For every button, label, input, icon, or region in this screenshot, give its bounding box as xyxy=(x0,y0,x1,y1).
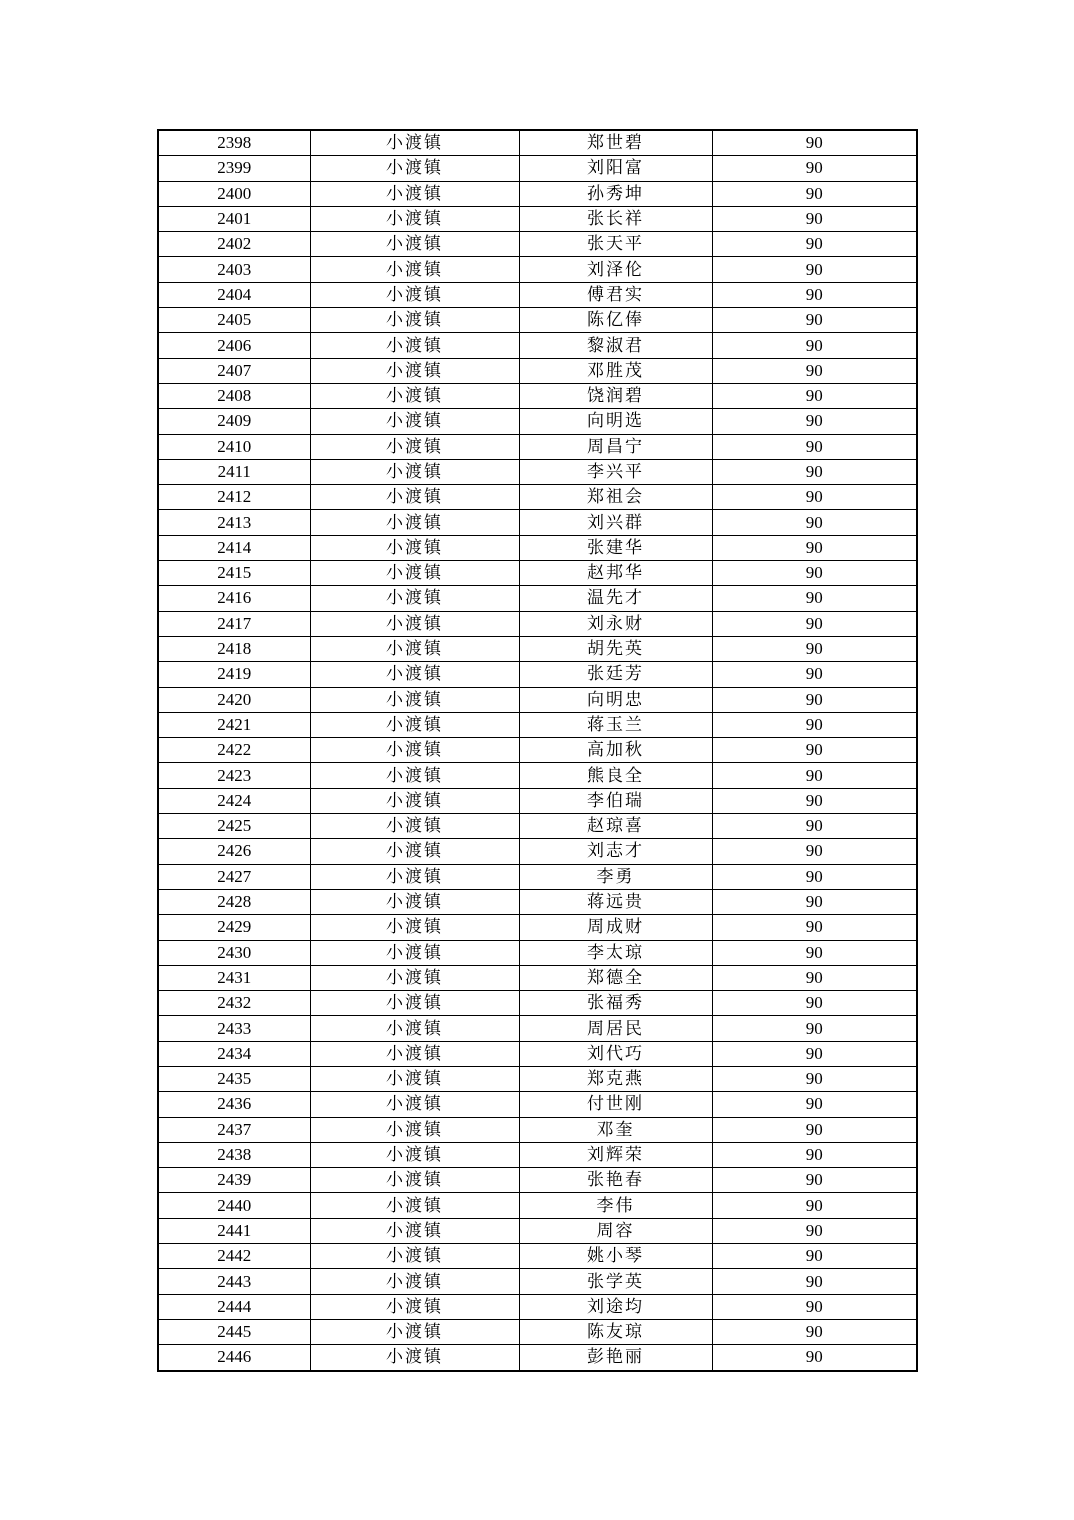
serial-number-cell: 2422 xyxy=(158,738,310,763)
table-row xyxy=(158,181,917,206)
town-cell: 小渡镇 xyxy=(310,965,519,990)
score-cell: 90 xyxy=(712,510,917,535)
score-cell: 90 xyxy=(712,915,917,940)
person-name-cell: 李伟 xyxy=(519,1193,712,1218)
score-cell: 90 xyxy=(712,763,917,788)
town-cell: 小渡镇 xyxy=(310,561,519,586)
person-name-cell: 高加秋 xyxy=(519,738,712,763)
score-cell: 90 xyxy=(712,333,917,358)
person-name-cell: 刘兴群 xyxy=(519,510,712,535)
score-cell: 90 xyxy=(712,282,917,307)
person-name-cell: 周成财 xyxy=(519,915,712,940)
town-cell: 小渡镇 xyxy=(310,611,519,636)
serial-number-cell: 2434 xyxy=(158,1041,310,1066)
table-row xyxy=(158,889,917,914)
town-cell: 小渡镇 xyxy=(310,814,519,839)
serial-number-cell: 2429 xyxy=(158,915,310,940)
score-cell: 90 xyxy=(712,130,917,156)
town-cell: 小渡镇 xyxy=(310,1066,519,1091)
serial-number-cell: 2409 xyxy=(158,409,310,434)
person-name-cell: 张廷芳 xyxy=(519,662,712,687)
table-row xyxy=(158,232,917,257)
serial-number-cell: 2407 xyxy=(158,358,310,383)
town-cell: 小渡镇 xyxy=(310,712,519,737)
serial-number-cell: 2435 xyxy=(158,1066,310,1091)
town-cell: 小渡镇 xyxy=(310,434,519,459)
serial-number-cell: 2401 xyxy=(158,206,310,231)
town-cell: 小渡镇 xyxy=(310,1092,519,1117)
town-cell: 小渡镇 xyxy=(310,181,519,206)
town-cell: 小渡镇 xyxy=(310,763,519,788)
town-cell: 小渡镇 xyxy=(310,206,519,231)
person-name-cell: 李太琼 xyxy=(519,940,712,965)
table-row xyxy=(158,257,917,282)
person-name-cell: 刘代巧 xyxy=(519,1041,712,1066)
person-name-cell: 郑世碧 xyxy=(519,130,712,156)
town-cell: 小渡镇 xyxy=(310,308,519,333)
table-row xyxy=(158,383,917,408)
person-name-cell: 蒋玉兰 xyxy=(519,712,712,737)
serial-number-cell: 2414 xyxy=(158,535,310,560)
table-row xyxy=(158,586,917,611)
serial-number-cell: 2428 xyxy=(158,889,310,914)
serial-number-cell: 2423 xyxy=(158,763,310,788)
town-cell: 小渡镇 xyxy=(310,738,519,763)
serial-number-cell: 2424 xyxy=(158,788,310,813)
serial-number-cell: 2444 xyxy=(158,1294,310,1319)
score-cell: 90 xyxy=(712,687,917,712)
town-cell: 小渡镇 xyxy=(310,1218,519,1243)
serial-number-cell: 2426 xyxy=(158,839,310,864)
table-row xyxy=(158,1319,917,1344)
score-cell: 90 xyxy=(712,1345,917,1371)
town-cell: 小渡镇 xyxy=(310,232,519,257)
table-row xyxy=(158,1041,917,1066)
town-cell: 小渡镇 xyxy=(310,864,519,889)
person-name-cell: 孙秀坤 xyxy=(519,181,712,206)
serial-number-cell: 2416 xyxy=(158,586,310,611)
serial-number-cell: 2446 xyxy=(158,1345,310,1371)
town-cell: 小渡镇 xyxy=(310,333,519,358)
score-cell: 90 xyxy=(712,1117,917,1142)
score-cell: 90 xyxy=(712,485,917,510)
table-row xyxy=(158,738,917,763)
table-row xyxy=(158,308,917,333)
person-name-cell: 张艳春 xyxy=(519,1168,712,1193)
town-cell: 小渡镇 xyxy=(310,1269,519,1294)
person-name-cell: 傅君实 xyxy=(519,282,712,307)
serial-number-cell: 2436 xyxy=(158,1092,310,1117)
serial-number-cell: 2405 xyxy=(158,308,310,333)
person-name-cell: 饶润碧 xyxy=(519,383,712,408)
person-name-cell: 陈亿俸 xyxy=(519,308,712,333)
table-row xyxy=(158,156,917,181)
table-row xyxy=(158,130,917,156)
table-row xyxy=(158,763,917,788)
table-row xyxy=(158,1168,917,1193)
person-name-cell: 姚小琴 xyxy=(519,1244,712,1269)
person-name-cell: 李伯瑞 xyxy=(519,788,712,813)
person-name-cell: 郑德全 xyxy=(519,965,712,990)
score-cell: 90 xyxy=(712,1319,917,1344)
score-cell: 90 xyxy=(712,181,917,206)
serial-number-cell: 2410 xyxy=(158,434,310,459)
table-row xyxy=(158,965,917,990)
person-name-cell: 周昌宁 xyxy=(519,434,712,459)
town-cell: 小渡镇 xyxy=(310,156,519,181)
serial-number-cell: 2411 xyxy=(158,459,310,484)
serial-number-cell: 2430 xyxy=(158,940,310,965)
town-cell: 小渡镇 xyxy=(310,940,519,965)
score-cell: 90 xyxy=(712,864,917,889)
score-cell: 90 xyxy=(712,1244,917,1269)
serial-number-cell: 2427 xyxy=(158,864,310,889)
table-row xyxy=(158,1294,917,1319)
score-cell: 90 xyxy=(712,535,917,560)
town-cell: 小渡镇 xyxy=(310,636,519,661)
score-cell: 90 xyxy=(712,788,917,813)
serial-number-cell: 2404 xyxy=(158,282,310,307)
person-name-cell: 张学英 xyxy=(519,1269,712,1294)
serial-number-cell: 2399 xyxy=(158,156,310,181)
roster-table-body xyxy=(158,130,917,1371)
table-row xyxy=(158,712,917,737)
score-cell: 90 xyxy=(712,232,917,257)
score-cell: 90 xyxy=(712,940,917,965)
score-cell: 90 xyxy=(712,1168,917,1193)
table-row xyxy=(158,687,917,712)
town-cell: 小渡镇 xyxy=(310,535,519,560)
person-name-cell: 张长祥 xyxy=(519,206,712,231)
person-name-cell: 刘辉荣 xyxy=(519,1142,712,1167)
town-cell: 小渡镇 xyxy=(310,282,519,307)
score-cell: 90 xyxy=(712,1142,917,1167)
person-name-cell: 周容 xyxy=(519,1218,712,1243)
score-cell: 90 xyxy=(712,991,917,1016)
score-cell: 90 xyxy=(712,409,917,434)
table-row xyxy=(158,510,917,535)
score-cell: 90 xyxy=(712,1066,917,1091)
table-row xyxy=(158,206,917,231)
town-cell: 小渡镇 xyxy=(310,257,519,282)
serial-number-cell: 2418 xyxy=(158,636,310,661)
table-row xyxy=(158,636,917,661)
serial-number-cell: 2421 xyxy=(158,712,310,737)
score-cell: 90 xyxy=(712,308,917,333)
score-cell: 90 xyxy=(712,889,917,914)
serial-number-cell: 2439 xyxy=(158,1168,310,1193)
table-row xyxy=(158,1193,917,1218)
town-cell: 小渡镇 xyxy=(310,889,519,914)
serial-number-cell: 2420 xyxy=(158,687,310,712)
person-name-cell: 张福秀 xyxy=(519,991,712,1016)
serial-number-cell: 2432 xyxy=(158,991,310,1016)
serial-number-cell: 2425 xyxy=(158,814,310,839)
serial-number-cell: 2398 xyxy=(158,130,310,156)
person-name-cell: 郑祖会 xyxy=(519,485,712,510)
person-name-cell: 胡先英 xyxy=(519,636,712,661)
table-row xyxy=(158,1218,917,1243)
person-name-cell: 刘永财 xyxy=(519,611,712,636)
person-name-cell: 熊良全 xyxy=(519,763,712,788)
score-cell: 90 xyxy=(712,712,917,737)
score-cell: 90 xyxy=(712,434,917,459)
town-cell: 小渡镇 xyxy=(310,1168,519,1193)
town-cell: 小渡镇 xyxy=(310,1345,519,1371)
town-cell: 小渡镇 xyxy=(310,383,519,408)
table-row xyxy=(158,915,917,940)
table-row xyxy=(158,1117,917,1142)
score-cell: 90 xyxy=(712,738,917,763)
serial-number-cell: 2445 xyxy=(158,1319,310,1344)
town-cell: 小渡镇 xyxy=(310,485,519,510)
town-cell: 小渡镇 xyxy=(310,1193,519,1218)
person-name-cell: 周居民 xyxy=(519,1016,712,1041)
table-row xyxy=(158,1269,917,1294)
serial-number-cell: 2408 xyxy=(158,383,310,408)
score-cell: 90 xyxy=(712,1092,917,1117)
score-cell: 90 xyxy=(712,636,917,661)
score-cell: 90 xyxy=(712,1016,917,1041)
serial-number-cell: 2443 xyxy=(158,1269,310,1294)
table-row xyxy=(158,814,917,839)
town-cell: 小渡镇 xyxy=(310,839,519,864)
table-row xyxy=(158,1345,917,1371)
table-row xyxy=(158,333,917,358)
score-cell: 90 xyxy=(712,839,917,864)
serial-number-cell: 2431 xyxy=(158,965,310,990)
serial-number-cell: 2413 xyxy=(158,510,310,535)
serial-number-cell: 2437 xyxy=(158,1117,310,1142)
table-row xyxy=(158,485,917,510)
table-row xyxy=(158,535,917,560)
score-cell: 90 xyxy=(712,459,917,484)
score-cell: 90 xyxy=(712,358,917,383)
score-cell: 90 xyxy=(712,814,917,839)
table-row xyxy=(158,561,917,586)
score-cell: 90 xyxy=(712,611,917,636)
town-cell: 小渡镇 xyxy=(310,510,519,535)
person-name-cell: 刘途均 xyxy=(519,1294,712,1319)
serial-number-cell: 2403 xyxy=(158,257,310,282)
person-name-cell: 赵邦华 xyxy=(519,561,712,586)
person-name-cell: 向明忠 xyxy=(519,687,712,712)
score-cell: 90 xyxy=(712,383,917,408)
table-row xyxy=(158,788,917,813)
person-name-cell: 张天平 xyxy=(519,232,712,257)
town-cell: 小渡镇 xyxy=(310,459,519,484)
score-cell: 90 xyxy=(712,1218,917,1243)
score-cell: 90 xyxy=(712,1294,917,1319)
town-cell: 小渡镇 xyxy=(310,1294,519,1319)
table-row xyxy=(158,358,917,383)
serial-number-cell: 2402 xyxy=(158,232,310,257)
person-name-cell: 李兴平 xyxy=(519,459,712,484)
serial-number-cell: 2433 xyxy=(158,1016,310,1041)
town-cell: 小渡镇 xyxy=(310,1041,519,1066)
serial-number-cell: 2442 xyxy=(158,1244,310,1269)
town-cell: 小渡镇 xyxy=(310,358,519,383)
town-cell: 小渡镇 xyxy=(310,1117,519,1142)
town-cell: 小渡镇 xyxy=(310,1142,519,1167)
table-row xyxy=(158,611,917,636)
person-name-cell: 刘志才 xyxy=(519,839,712,864)
score-cell: 90 xyxy=(712,965,917,990)
town-cell: 小渡镇 xyxy=(310,788,519,813)
person-name-cell: 黎淑君 xyxy=(519,333,712,358)
person-name-cell: 邓胜茂 xyxy=(519,358,712,383)
score-cell: 90 xyxy=(712,662,917,687)
score-cell: 90 xyxy=(712,206,917,231)
score-cell: 90 xyxy=(712,1269,917,1294)
score-cell: 90 xyxy=(712,1193,917,1218)
town-cell: 小渡镇 xyxy=(310,586,519,611)
person-name-cell: 李勇 xyxy=(519,864,712,889)
serial-number-cell: 2400 xyxy=(158,181,310,206)
table-row xyxy=(158,434,917,459)
town-cell: 小渡镇 xyxy=(310,915,519,940)
serial-number-cell: 2440 xyxy=(158,1193,310,1218)
score-cell: 90 xyxy=(712,257,917,282)
serial-number-cell: 2415 xyxy=(158,561,310,586)
town-cell: 小渡镇 xyxy=(310,687,519,712)
person-name-cell: 付世刚 xyxy=(519,1092,712,1117)
person-name-cell: 刘阳富 xyxy=(519,156,712,181)
serial-number-cell: 2438 xyxy=(158,1142,310,1167)
table-row xyxy=(158,1092,917,1117)
person-name-cell: 向明选 xyxy=(519,409,712,434)
person-name-cell: 温先才 xyxy=(519,586,712,611)
table-row xyxy=(158,864,917,889)
table-row xyxy=(158,282,917,307)
town-cell: 小渡镇 xyxy=(310,1016,519,1041)
person-name-cell: 彭艳丽 xyxy=(519,1345,712,1371)
table-row xyxy=(158,459,917,484)
town-cell: 小渡镇 xyxy=(310,662,519,687)
table-row xyxy=(158,839,917,864)
person-name-cell: 张建华 xyxy=(519,535,712,560)
roster-table xyxy=(157,129,918,1372)
serial-number-cell: 2406 xyxy=(158,333,310,358)
person-name-cell: 郑克燕 xyxy=(519,1066,712,1091)
score-cell: 90 xyxy=(712,1041,917,1066)
table-row xyxy=(158,991,917,1016)
town-cell: 小渡镇 xyxy=(310,1244,519,1269)
town-cell: 小渡镇 xyxy=(310,1319,519,1344)
serial-number-cell: 2412 xyxy=(158,485,310,510)
person-name-cell: 蒋远贵 xyxy=(519,889,712,914)
person-name-cell: 邓奎 xyxy=(519,1117,712,1142)
person-name-cell: 刘泽伦 xyxy=(519,257,712,282)
serial-number-cell: 2419 xyxy=(158,662,310,687)
score-cell: 90 xyxy=(712,586,917,611)
table-row xyxy=(158,1066,917,1091)
table-row xyxy=(158,940,917,965)
town-cell: 小渡镇 xyxy=(310,409,519,434)
score-cell: 90 xyxy=(712,561,917,586)
town-cell: 小渡镇 xyxy=(310,130,519,156)
table-row xyxy=(158,1016,917,1041)
table-row xyxy=(158,409,917,434)
town-cell: 小渡镇 xyxy=(310,991,519,1016)
score-cell: 90 xyxy=(712,156,917,181)
table-row xyxy=(158,662,917,687)
table-row xyxy=(158,1142,917,1167)
person-name-cell: 赵琼喜 xyxy=(519,814,712,839)
person-name-cell: 陈友琼 xyxy=(519,1319,712,1344)
serial-number-cell: 2417 xyxy=(158,611,310,636)
table-row xyxy=(158,1244,917,1269)
serial-number-cell: 2441 xyxy=(158,1218,310,1243)
